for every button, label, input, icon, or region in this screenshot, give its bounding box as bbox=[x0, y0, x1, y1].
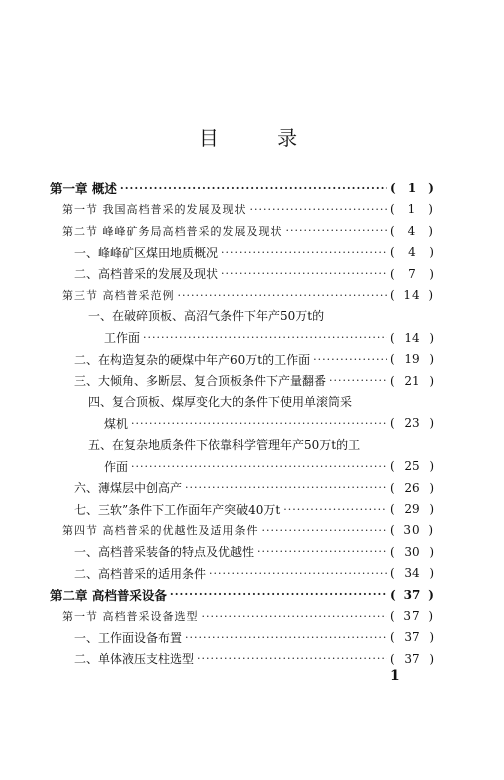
toc-entry-label: 五、在复杂地质条件下依靠科学管理年产50万t的工 bbox=[88, 437, 361, 452]
page-title: 目 录 bbox=[198, 126, 324, 150]
paren-close: ) bbox=[429, 330, 434, 345]
toc-entry-page bbox=[390, 459, 434, 473]
toc-entry bbox=[74, 328, 434, 348]
toc-entry-label: 二、在构造复杂的硬煤中年产60万t的工作面 bbox=[74, 352, 311, 367]
toc-entry-label: 第二节 峰峰矿务局高档普采的发展及现状 bbox=[62, 224, 283, 238]
toc-entry-page bbox=[390, 588, 434, 602]
leader-dots bbox=[170, 588, 387, 601]
toc-entry-label: 二、单体液压支柱选型 bbox=[74, 652, 195, 667]
toc-page-number: 37 bbox=[404, 630, 420, 645]
toc-page-number: 37 bbox=[404, 651, 420, 666]
toc-page-number: 30 bbox=[404, 544, 420, 559]
toc-page-number: 23 bbox=[404, 416, 420, 431]
toc-entry-continuation: 作面 bbox=[104, 459, 129, 474]
leader-dots bbox=[197, 652, 387, 665]
toc-entry-label: 一、工作面设备布置 bbox=[74, 630, 183, 645]
toc-entry bbox=[74, 563, 434, 583]
leader-dots bbox=[178, 289, 388, 302]
paren-close: ) bbox=[429, 651, 434, 666]
toc-entry bbox=[74, 349, 434, 369]
toc-entry-page bbox=[390, 288, 434, 302]
toc-entry-label: 第一章 概述 bbox=[50, 181, 117, 196]
leader-dots bbox=[262, 524, 388, 537]
toc-page-number: 4 bbox=[408, 245, 416, 260]
toc-entry-label: 三、大倾角、多断层、复合顶板条件下产量翻番 bbox=[74, 374, 327, 389]
toc-entry-page bbox=[390, 502, 434, 516]
leader-dots bbox=[286, 224, 388, 237]
toc-entry bbox=[74, 649, 434, 669]
toc-entry bbox=[62, 285, 434, 305]
paren-open: ( bbox=[390, 630, 395, 645]
toc-entry-label: 第四节 高档普采的优越性及适用条件 bbox=[62, 524, 259, 538]
paren-open: ( bbox=[390, 223, 396, 238]
toc-entry-label: 第一节 我国高档普采的发展及现状 bbox=[62, 203, 247, 217]
toc-entry bbox=[74, 413, 434, 433]
paren-close: ) bbox=[428, 523, 434, 538]
toc-entry-page bbox=[390, 224, 434, 238]
paren-open: ( bbox=[390, 181, 396, 195]
toc-entry-page bbox=[390, 374, 434, 388]
paren-close: ) bbox=[428, 587, 434, 602]
leader-dots bbox=[257, 545, 387, 558]
toc-page-number: 1 bbox=[407, 181, 417, 195]
toc-page-number: 19 bbox=[404, 352, 420, 367]
toc-entry-label: 一、高档普采装备的特点及优越性 bbox=[74, 545, 255, 560]
toc-entry-label: 四、复合顶板、煤厚变化大的条件下使用单滚筒采 bbox=[88, 395, 353, 409]
toc-page-number: 26 bbox=[404, 480, 420, 495]
toc-entry bbox=[74, 456, 434, 476]
toc-entry-page bbox=[390, 523, 434, 537]
paren-open: ( bbox=[390, 544, 395, 559]
toc-entry-page bbox=[390, 630, 434, 644]
paren-open: ( bbox=[390, 566, 395, 581]
paren-open: ( bbox=[390, 459, 395, 474]
toc-entry-label: 七、三软”条件下工作面年产突破40万t bbox=[74, 502, 281, 517]
toc-entry-label: 一、峰峰矿区煤田地质概况 bbox=[74, 245, 219, 260]
toc-entry-label: 第一节 高档普采设备选型 bbox=[62, 610, 199, 623]
toc-entry-continuation: 工作面 bbox=[104, 331, 141, 346]
leader-dots bbox=[250, 203, 388, 216]
toc-page-number: 7 bbox=[408, 266, 416, 281]
toc-entry-label: 二、高档普采的发展及现状 bbox=[74, 267, 219, 282]
toc-entry bbox=[62, 606, 434, 626]
toc-entry bbox=[62, 199, 434, 219]
paren-open: ( bbox=[390, 330, 395, 345]
toc-entry-page bbox=[390, 267, 434, 281]
toc-entry bbox=[74, 542, 434, 562]
toc-entry bbox=[50, 178, 434, 198]
paren-open: ( bbox=[390, 416, 395, 431]
leader-dots bbox=[202, 610, 388, 623]
toc-entry bbox=[50, 585, 434, 605]
paren-open: ( bbox=[390, 202, 396, 217]
paren-close: ) bbox=[428, 223, 434, 238]
toc-entry-label: 第二章 高档普采设备 bbox=[50, 587, 167, 603]
leader-dots bbox=[221, 267, 387, 280]
toc-page-number: 1 bbox=[407, 202, 417, 217]
leader-dots bbox=[283, 503, 387, 516]
toc-entry-label: 第三节 高档普采范例 bbox=[62, 289, 175, 302]
toc-page-number: 14 bbox=[404, 330, 420, 345]
leader-dots bbox=[185, 481, 387, 494]
toc-entry-page bbox=[390, 566, 434, 580]
leader-dots bbox=[221, 246, 387, 259]
paren-close: ) bbox=[429, 566, 434, 581]
toc-entry bbox=[62, 221, 434, 241]
leader-dots bbox=[120, 182, 387, 195]
toc-page-number: 4 bbox=[407, 223, 417, 238]
toc-entry-page bbox=[390, 416, 434, 430]
leader-dots bbox=[131, 417, 387, 430]
leader-dots bbox=[313, 353, 387, 366]
paren-close: ) bbox=[428, 288, 434, 302]
toc-entry-page bbox=[390, 331, 434, 345]
paren-close: ) bbox=[428, 609, 434, 623]
paren-open: ( bbox=[390, 266, 395, 281]
paren-open: ( bbox=[390, 245, 395, 260]
paren-close: ) bbox=[429, 352, 434, 367]
toc-entry-page bbox=[390, 545, 434, 559]
page-number: 1 bbox=[390, 668, 400, 684]
toc-entry bbox=[74, 627, 434, 647]
toc-page-number: 21 bbox=[404, 373, 420, 388]
paren-close: ) bbox=[429, 502, 434, 516]
toc-page-number: 25 bbox=[404, 459, 420, 474]
toc-page-number: 29 bbox=[404, 502, 420, 516]
toc-entry-page bbox=[390, 202, 434, 216]
paren-open: ( bbox=[390, 651, 395, 666]
paren-open: ( bbox=[390, 352, 395, 367]
toc-entry-page bbox=[390, 609, 434, 623]
toc-entry bbox=[74, 264, 434, 284]
toc-entry-continuation: 煤机 bbox=[104, 416, 129, 431]
toc-entry-page bbox=[390, 352, 434, 366]
toc-entry-page bbox=[390, 652, 434, 666]
paren-close: ) bbox=[429, 459, 434, 474]
toc-entry-label: 二、高档普采的适用条件 bbox=[74, 566, 207, 581]
leader-dots bbox=[329, 374, 387, 387]
paren-open: ( bbox=[390, 502, 395, 516]
toc-entry bbox=[74, 499, 434, 519]
paren-close: ) bbox=[428, 202, 434, 217]
paren-close: ) bbox=[429, 630, 434, 645]
paren-open: ( bbox=[390, 373, 395, 388]
toc-page-number: 34 bbox=[404, 566, 420, 581]
toc-entry bbox=[74, 478, 434, 498]
toc-entry-page bbox=[390, 245, 434, 259]
toc-entry bbox=[62, 520, 434, 540]
toc-page-number: 37 bbox=[403, 587, 421, 602]
paren-open: ( bbox=[390, 288, 396, 302]
paren-close: ) bbox=[429, 480, 434, 495]
toc-entry bbox=[74, 242, 434, 262]
paren-close: ) bbox=[428, 181, 434, 195]
toc-page-number: 14 bbox=[403, 288, 421, 302]
paren-open: ( bbox=[390, 523, 396, 538]
toc-entry bbox=[74, 371, 434, 391]
leader-dots bbox=[143, 331, 387, 344]
paren-open: ( bbox=[390, 587, 396, 602]
leader-dots bbox=[131, 460, 387, 473]
paren-close: ) bbox=[429, 544, 434, 559]
toc-entry-label: 六、薄煤层中创高产 bbox=[74, 481, 183, 496]
paren-close: ) bbox=[429, 266, 434, 281]
toc-entry-page bbox=[390, 181, 434, 195]
toc-entry-page bbox=[390, 481, 434, 495]
paren-open: ( bbox=[390, 480, 395, 495]
leader-dots bbox=[209, 567, 387, 580]
paren-open: ( bbox=[390, 609, 396, 623]
paren-close: ) bbox=[429, 373, 434, 388]
toc-page-number: 30 bbox=[403, 523, 421, 538]
paren-close: ) bbox=[429, 416, 434, 431]
toc-page-number: 37 bbox=[403, 609, 421, 623]
leader-dots bbox=[185, 631, 387, 644]
toc-entry-label: 一、在破碎顶板、高沼气条件下年产50万t的 bbox=[88, 309, 325, 324]
paren-close: ) bbox=[429, 245, 434, 260]
